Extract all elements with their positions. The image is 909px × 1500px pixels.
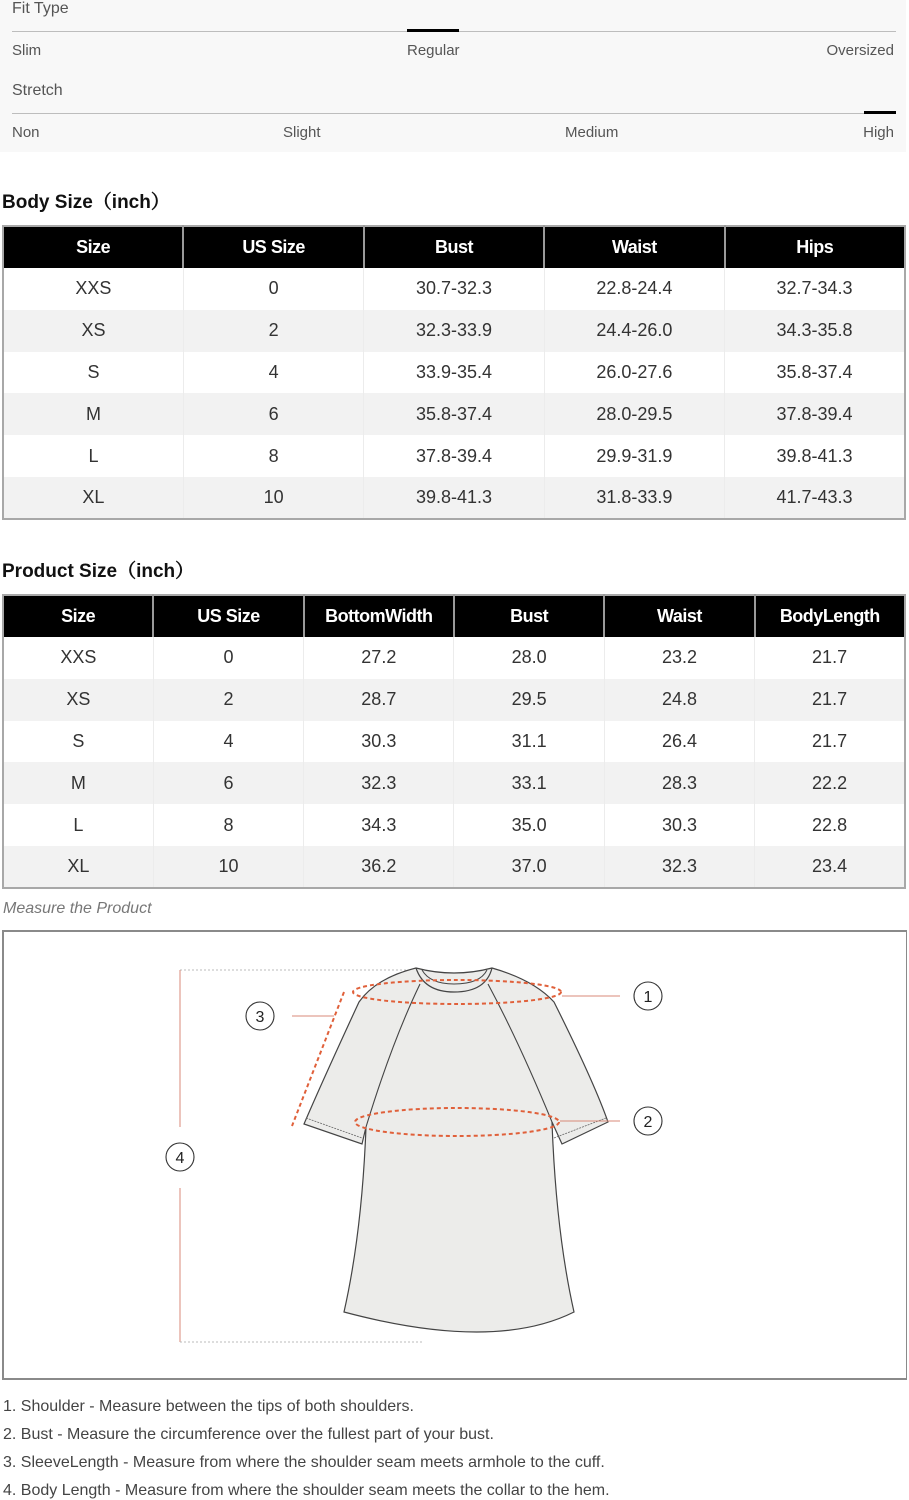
table-cell: XXS — [75, 278, 112, 299]
table-cell: L — [73, 814, 84, 835]
table-cell: 28.0 — [454, 637, 604, 679]
table-cell: XL — [3, 477, 183, 519]
table-cell: 22.2 — [755, 762, 905, 804]
table-cell: L — [88, 445, 99, 466]
table-cell: 27.2 — [304, 637, 454, 679]
stretch-label-medium: Medium — [565, 124, 619, 141]
table-cell: 22.8 — [755, 804, 905, 846]
stretch-marker — [864, 111, 896, 114]
table-cell: 37.8-39.4 — [364, 435, 544, 477]
table-row — [3, 804, 905, 846]
table-cell: 0 — [153, 637, 303, 679]
column-header: US Size — [183, 226, 363, 268]
table-cell: 37.0 — [454, 846, 604, 888]
table-cell: XL — [3, 846, 153, 888]
body-size-table — [2, 225, 906, 520]
table-cell: XS — [3, 310, 183, 352]
table-cell: 29.5 — [454, 679, 604, 721]
table-cell: 32.3 — [304, 762, 454, 804]
table-header-row — [3, 226, 905, 268]
table-row — [3, 637, 905, 679]
table-row — [3, 393, 905, 435]
body-size-title: Body Size（inch） — [2, 192, 170, 213]
svg-text:3: 3 — [255, 1009, 265, 1026]
table-cell: 8 — [153, 804, 303, 846]
table-cell: 28.7 — [304, 679, 454, 721]
table-cell: 26.4 — [604, 721, 754, 763]
table-cell: 0 — [183, 268, 363, 310]
note-shoulder: 1. Shoulder - Measure between the tips of both shoulders. — [3, 1398, 414, 1415]
table-cell: 41.7-43.3 — [725, 477, 905, 519]
table-header-row — [3, 595, 905, 637]
measurement-notes — [3, 1393, 610, 1500]
table-cell: 28.0-29.5 — [544, 393, 724, 435]
table-cell: 21.7 — [755, 721, 905, 763]
table-cell: 32.3-33.9 — [364, 310, 544, 352]
callout-3-icon — [246, 1002, 274, 1030]
measure-caption: Measure the Product — [3, 900, 152, 917]
table-cell: 37.8-39.4 — [725, 393, 905, 435]
fit-type-label-regular: Regular — [407, 42, 460, 59]
column-header: Size — [3, 226, 183, 268]
column-header: Bust — [454, 595, 604, 637]
table-cell: 29.9-31.9 — [544, 435, 724, 477]
table-cell: XS — [3, 679, 153, 721]
table-cell: 34.3-35.8 — [725, 310, 905, 352]
table-cell: S — [72, 730, 85, 751]
table-cell: 39.8-41.3 — [725, 435, 905, 477]
callout-2-icon — [634, 1107, 662, 1135]
note-sleeve-length: 3. SleeveLength - Measure from where the shoulder seam meets armhole to the cuff. — [3, 1454, 605, 1471]
table-cell: M — [3, 762, 153, 804]
table-cell: 34.3 — [304, 804, 454, 846]
table-cell: 21.7 — [755, 637, 905, 679]
product-size-title: Product Size（inch） — [2, 561, 195, 582]
fit-type-marker — [407, 29, 459, 32]
table-cell: 26.0-27.6 — [544, 352, 724, 394]
column-header: Waist — [544, 226, 724, 268]
callout-1-icon — [634, 982, 662, 1010]
table-cell: 33.1 — [454, 762, 604, 804]
table-cell: 30.3 — [604, 804, 754, 846]
table-row — [3, 762, 905, 804]
table-row — [3, 268, 905, 310]
stretch-label-slight: Slight — [283, 124, 321, 141]
table-row — [3, 477, 905, 519]
table-cell: 23.4 — [755, 846, 905, 888]
table-cell: 10 — [153, 846, 303, 888]
table-row — [3, 435, 905, 477]
table-cell: 8 — [183, 435, 363, 477]
table-row — [3, 679, 905, 721]
product-size-table — [2, 594, 906, 889]
table-cell: 4 — [183, 352, 363, 394]
table-cell: 30.3 — [304, 721, 454, 763]
tshirt-diagram-icon — [4, 932, 909, 1382]
table-cell: 30.7-32.3 — [364, 268, 544, 310]
fit-type-label-slim: Slim — [12, 42, 42, 59]
table-row — [3, 352, 905, 394]
stretch-label-non: Non — [12, 124, 40, 141]
table-cell: 31.8-33.9 — [544, 477, 724, 519]
column-header: US Size — [153, 595, 303, 637]
column-header: Waist — [604, 595, 754, 637]
table-cell: 24.4-26.0 — [544, 310, 724, 352]
table-cell: 28.3 — [604, 762, 754, 804]
table-row — [3, 310, 905, 352]
stretch-track — [12, 113, 896, 114]
table-row — [3, 846, 905, 888]
table-cell: M — [3, 393, 183, 435]
table-cell: 32.3 — [604, 846, 754, 888]
table-cell: 6 — [183, 393, 363, 435]
table-cell: 36.2 — [304, 846, 454, 888]
table-cell: 24.8 — [604, 679, 754, 721]
table-cell: 2 — [183, 310, 363, 352]
fit-stretch-panel — [0, 0, 906, 152]
callout-4-icon — [166, 1143, 194, 1171]
table-cell: 2 — [153, 679, 303, 721]
table-cell: 22.8-24.4 — [544, 268, 724, 310]
column-header: BottomWidth — [304, 595, 454, 637]
table-cell: 35.0 — [454, 804, 604, 846]
table-cell: 35.8-37.4 — [364, 393, 544, 435]
column-header: Bust — [364, 226, 544, 268]
table-cell: 6 — [153, 762, 303, 804]
note-body-length: 4. Body Length - Measure from where the shoulder seam meets the collar to the hem. — [3, 1482, 610, 1499]
table-cell: 21.7 — [755, 679, 905, 721]
fit-type-title: Fit Type — [12, 0, 69, 17]
svg-text:4: 4 — [175, 1150, 185, 1167]
table-cell: 33.9-35.4 — [364, 352, 544, 394]
svg-text:1: 1 — [643, 989, 653, 1006]
fit-type-label-oversized: Oversized — [826, 42, 894, 59]
measurement-diagram — [2, 930, 907, 1380]
table-cell: 32.7-34.3 — [725, 268, 905, 310]
table-cell: 39.8-41.3 — [364, 477, 544, 519]
column-header: BodyLength — [755, 595, 905, 637]
table-cell: 23.2 — [604, 637, 754, 679]
stretch-title: Stretch — [12, 82, 63, 99]
table-cell: 10 — [183, 477, 363, 519]
table-cell: S — [87, 361, 100, 382]
table-cell: 35.8-37.4 — [725, 352, 905, 394]
table-cell: 31.1 — [454, 721, 604, 763]
stretch-label-high: High — [863, 124, 894, 141]
column-header: Hips — [725, 226, 905, 268]
svg-text:2: 2 — [643, 1114, 653, 1131]
table-row — [3, 721, 905, 763]
column-header: Size — [3, 595, 153, 637]
note-bust: 2. Bust - Measure the circumference over the fullest part of your bust. — [3, 1426, 494, 1443]
table-cell: 4 — [153, 721, 303, 763]
table-cell: XXS — [60, 647, 97, 668]
